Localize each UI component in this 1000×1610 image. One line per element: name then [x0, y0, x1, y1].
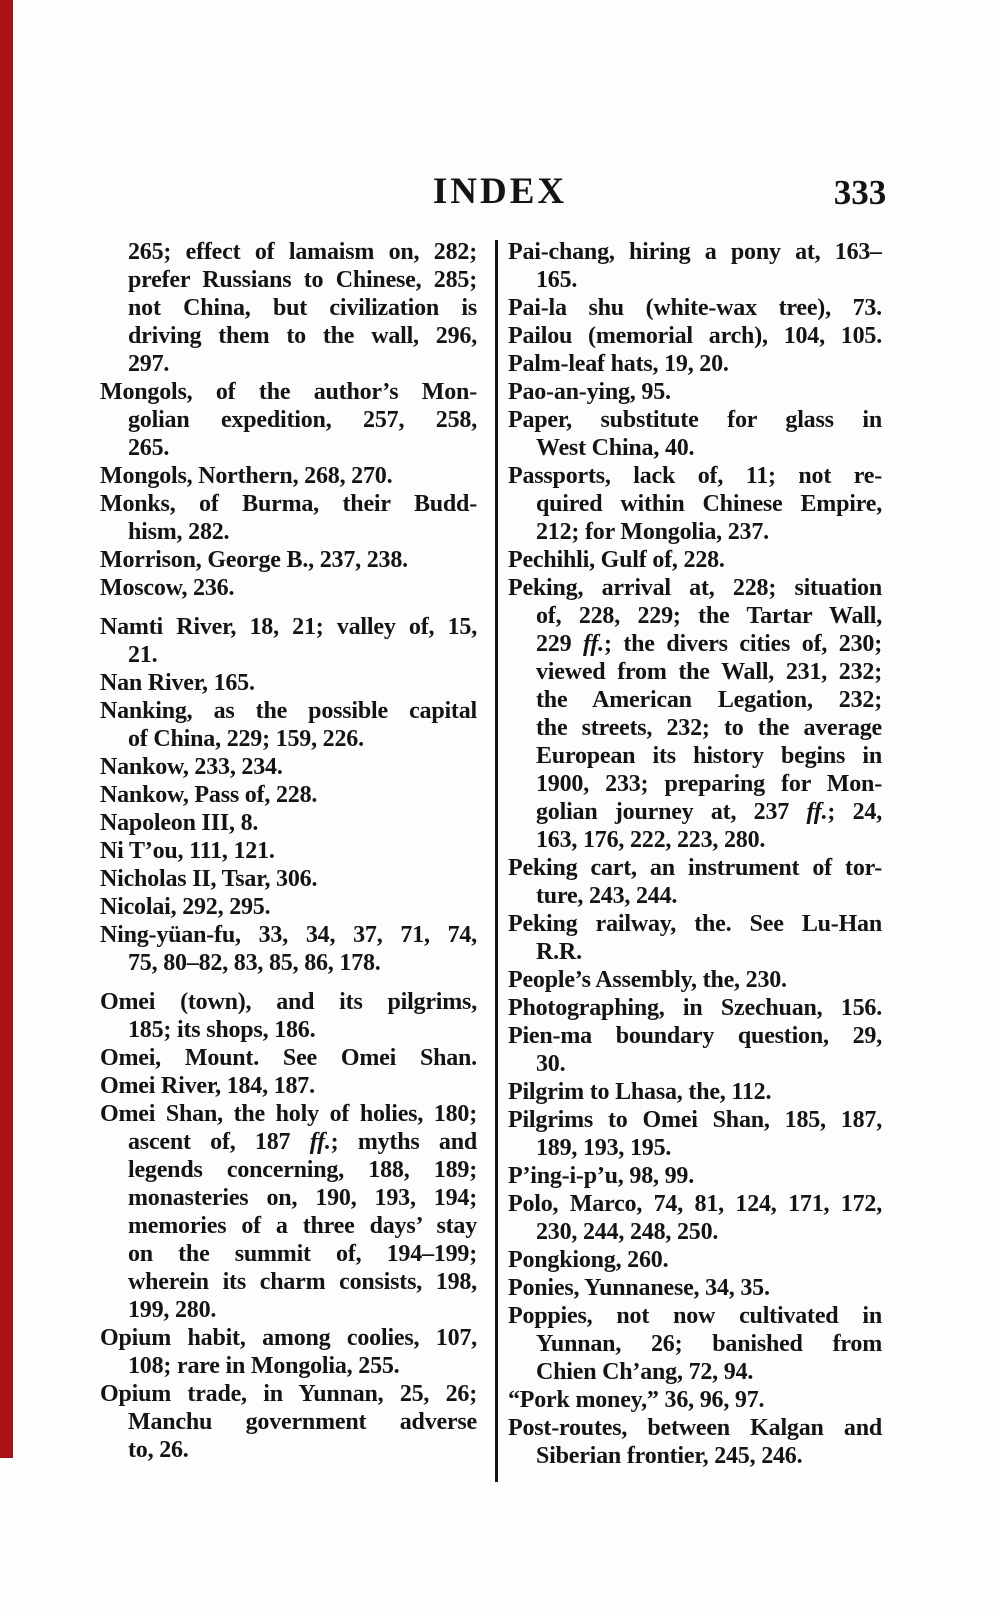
- index-line: Pai-la shu (white-wax tree), 73.: [508, 295, 882, 321]
- index-line: West China, 40.: [536, 435, 695, 461]
- index-line: Mongols, Northern, 268, 270.: [100, 463, 393, 489]
- index-line: Opium habit, among coolies, 107,: [100, 1325, 477, 1351]
- index-line: 165.: [536, 267, 578, 293]
- index-line: People’s Assembly, the, 230.: [508, 967, 787, 993]
- index-line: viewed from the Wall, 231, 232;: [536, 659, 882, 685]
- index-line: R.R.: [536, 939, 582, 965]
- index-line: Omei River, 184, 187.: [100, 1073, 315, 1099]
- index-line: Peking cart, an instrument of tor-: [508, 855, 882, 881]
- index-line: Photographing, in Szechuan, 156.: [508, 995, 882, 1021]
- index-line: P’ing-i-p’u, 98, 99.: [508, 1163, 695, 1189]
- index-line: Pai-chang, hiring a pony at, 163–: [508, 239, 882, 265]
- index-line: Ning-yüan-fu, 33, 34, 37, 71, 74,: [100, 922, 477, 948]
- index-line: Paper, substitute for glass in: [508, 407, 882, 433]
- index-line: 212; for Mongolia, 237.: [536, 519, 769, 545]
- index-line: ascent of, 187 ff.; myths and: [128, 1129, 477, 1155]
- index-line: ture, 243, 244.: [536, 883, 678, 909]
- index-line: Nankow, Pass of, 228.: [100, 782, 318, 808]
- index-line: Ni T’ou, 111, 121.: [100, 838, 275, 864]
- index-line: golian expedition, 257, 258,: [128, 407, 477, 433]
- index-line: driving them to the wall, 296,: [128, 323, 477, 349]
- index-line: 230, 244, 248, 250.: [536, 1219, 719, 1245]
- index-line: Passports, lack of, 11; not re-: [508, 463, 882, 489]
- index-line: Polo, Marco, 74, 81, 124, 171, 172,: [508, 1191, 882, 1217]
- index-line: 21.: [128, 642, 158, 668]
- index-line: Nanking, as the possible capital: [100, 698, 477, 724]
- index-line: Poppies, not now cultivated in: [508, 1303, 882, 1329]
- index-line: Ponies, Yunnanese, 34, 35.: [508, 1275, 770, 1301]
- index-line: to, 26.: [128, 1437, 189, 1463]
- index-line: Peking railway, the. See Lu-Han: [508, 911, 882, 937]
- index-line: not China, but civilization is: [128, 295, 477, 321]
- index-line: monasteries on, 190, 193, 194;: [128, 1185, 477, 1211]
- index-line: Siberian frontier, 245, 246.: [536, 1443, 803, 1469]
- index-line: Pilgrim to Lhasa, the, 112.: [508, 1079, 772, 1105]
- index-line: Pilgrims to Omei Shan, 185, 187,: [508, 1107, 882, 1133]
- index-line: Omei (town), and its pilgrims,: [100, 989, 477, 1015]
- index-line: 199, 280.: [128, 1297, 217, 1323]
- index-line: on the summit of, 194–199;: [128, 1241, 477, 1267]
- index-line: 297.: [128, 351, 170, 377]
- index-line: Pailou (memorial arch), 104, 105.: [508, 323, 882, 349]
- index-line: Palm-leaf hats, 19, 20.: [508, 351, 729, 377]
- index-column-right: [508, 238, 882, 1470]
- index-line: 189, 193, 195.: [536, 1135, 672, 1161]
- index-line: Omei Shan, the holy of holies, 180;: [100, 1101, 477, 1127]
- index-line: Napoleon III, 8.: [100, 810, 259, 836]
- index-line: Manchu government adverse: [128, 1409, 477, 1435]
- index-line: the American Legation, 232;: [536, 687, 882, 713]
- index-line: the streets, 232; to the average: [536, 715, 882, 741]
- index-line: Nankow, 233, 234.: [100, 754, 283, 780]
- index-line: Omei, Mount. See Omei Shan.: [100, 1045, 477, 1071]
- index-line: 163, 176, 222, 223, 280.: [536, 827, 766, 853]
- index-line: 185; its shops, 186.: [128, 1017, 316, 1043]
- index-line: Opium trade, in Yunnan, 25, 26;: [100, 1381, 477, 1407]
- index-line: 75, 80–82, 83, 85, 86, 178.: [128, 950, 381, 976]
- index-line: wherein its charm consists, 198,: [128, 1269, 477, 1295]
- index-line: Chien Ch’ang, 72, 94.: [536, 1359, 754, 1385]
- index-line: 265.: [128, 435, 170, 461]
- index-line: Peking, arrival at, 228; situation: [508, 575, 882, 601]
- index-line: Nicolai, 292, 295.: [100, 894, 271, 920]
- index-line: “Pork money,” 36, 96, 97.: [508, 1387, 765, 1413]
- index-line: 265; effect of lamaism on, 282;: [128, 239, 477, 265]
- page-title: INDEX: [432, 171, 568, 212]
- index-line: legends concerning, 188, 189;: [128, 1157, 477, 1183]
- index-line: prefer Russians to Chinese, 285;: [128, 267, 477, 293]
- index-line: hism, 282.: [128, 519, 230, 545]
- index-line: Monks, of Burma, their Budd-: [100, 491, 477, 517]
- index-line: Nan River, 165.: [100, 670, 255, 696]
- index-line: of China, 229; 159, 226.: [128, 726, 364, 752]
- index-line: European its history begins in: [536, 743, 882, 769]
- index-line: quired within Chinese Empire,: [536, 491, 882, 517]
- index-column-left: [100, 238, 477, 1464]
- index-line: golian journey at, 237 ff.; 24,: [536, 799, 882, 825]
- index-line: Mongols, of the author’s Mon-: [100, 379, 477, 405]
- book-spine-strip: [0, 0, 13, 1458]
- index-line: 1900, 233; preparing for Mon-: [536, 771, 882, 797]
- index-line: Pien-ma boundary question, 29,: [508, 1023, 882, 1049]
- column-divider-rule: [495, 240, 498, 1482]
- index-line: 229 ff.; the divers cities of, 230;: [536, 631, 882, 657]
- index-line: Morrison, George B., 237, 238.: [100, 547, 408, 573]
- index-line: 30.: [536, 1051, 566, 1077]
- index-line: Pao-an-ying, 95.: [508, 379, 671, 405]
- index-line: Moscow, 236.: [100, 575, 235, 601]
- index-line: Pechihli, Gulf of, 228.: [508, 547, 725, 573]
- index-line: memories of a three days’ stay: [128, 1213, 477, 1239]
- index-line: Nicholas II, Tsar, 306.: [100, 866, 318, 892]
- index-line: 108; rare in Mongolia, 255.: [128, 1353, 400, 1379]
- index-line: Pongkiong, 260.: [508, 1247, 669, 1273]
- page-number: 333: [833, 173, 887, 212]
- index-line: Namti River, 18, 21; valley of, 15,: [100, 614, 477, 640]
- index-line: Post-routes, between Kalgan and: [508, 1415, 882, 1441]
- index-line: Yunnan, 26; banished from: [536, 1331, 882, 1357]
- index-line: of, 228, 229; the Tartar Wall,: [536, 603, 882, 629]
